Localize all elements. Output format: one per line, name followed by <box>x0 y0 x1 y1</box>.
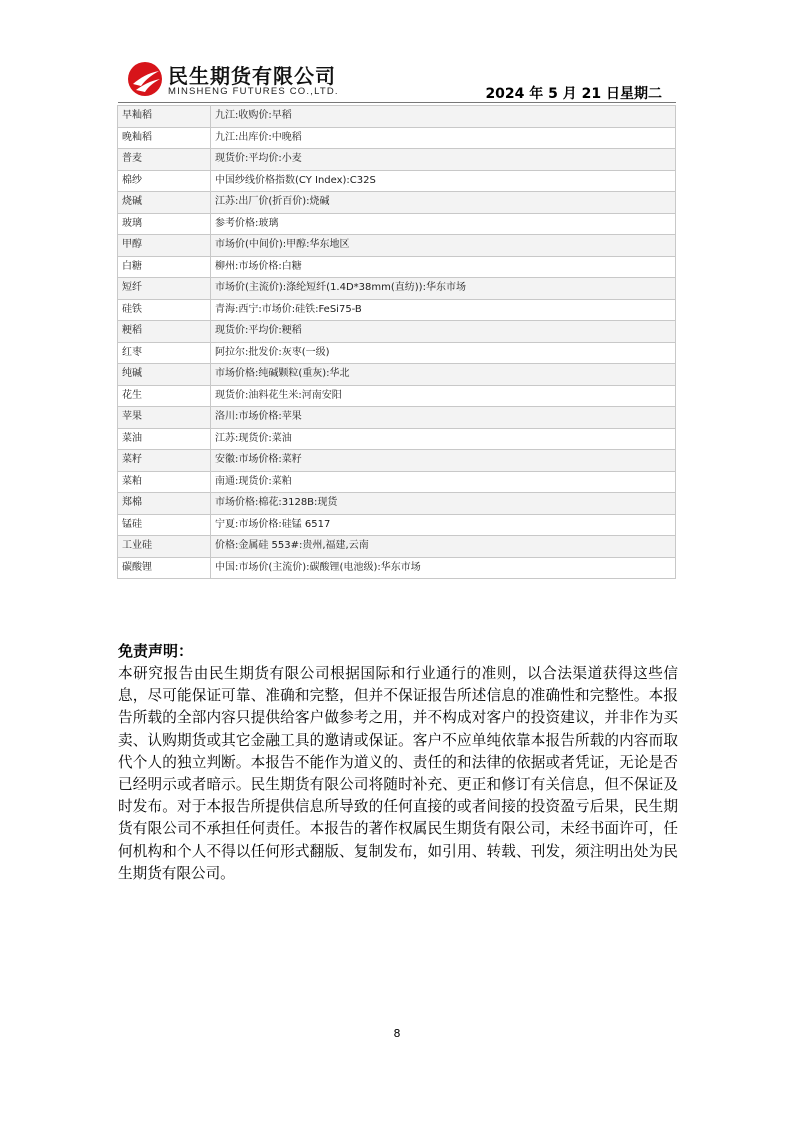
commodity-name-cell: 锰硅 <box>118 514 211 536</box>
logo-english-name: MINSHENG FUTURES CO.,LTD. <box>168 86 339 97</box>
table-row <box>118 407 676 429</box>
company-logo <box>126 58 386 100</box>
price-source-cell: 现货价:平均价:小麦 <box>211 149 676 171</box>
commodity-name-cell: 硅铁 <box>118 299 211 321</box>
table-row <box>118 235 676 257</box>
table-row <box>118 213 676 235</box>
price-source-cell: 现货价:油料花生米:河南安阳 <box>211 385 676 407</box>
table-row <box>118 536 676 558</box>
commodity-name-cell: 花生 <box>118 385 211 407</box>
table-row <box>118 192 676 214</box>
price-source-cell: 市场价(主流价):涤纶短纤(1.4D*38mm(直纺)):华东市场 <box>211 278 676 300</box>
page-header <box>118 56 676 103</box>
price-source-cell: 现货价:平均价:粳稻 <box>211 321 676 343</box>
price-source-cell: 市场价格:棉花:3128B:现货 <box>211 493 676 515</box>
price-source-cell: 安徽:市场价格:菜籽 <box>211 450 676 472</box>
table-row <box>118 471 676 493</box>
price-source-cell: 中国:市场价(主流价):碳酸锂(电池级):华东市场 <box>211 557 676 579</box>
disclaimer-title: 免责声明： <box>118 642 194 660</box>
price-source-cell: 市场价(中间价):甲醇:华东地区 <box>211 235 676 257</box>
table-row <box>118 364 676 386</box>
table-row <box>118 428 676 450</box>
commodity-name-cell: 早籼稻 <box>118 106 211 128</box>
table-row <box>118 149 676 171</box>
table-row <box>118 321 676 343</box>
commodity-name-cell: 红枣 <box>118 342 211 364</box>
commodity-price-source-table <box>117 105 676 579</box>
price-source-cell: 青海:西宁:市场价:硅铁:FeSi75-B <box>211 299 676 321</box>
page-number: 8 <box>393 1027 401 1040</box>
commodity-name-cell: 短纤 <box>118 278 211 300</box>
commodity-name-cell: 菜粕 <box>118 471 211 493</box>
table-row <box>118 450 676 472</box>
table-row <box>118 342 676 364</box>
logo-mark-icon <box>126 60 164 98</box>
commodity-name-cell: 棉纱 <box>118 170 211 192</box>
commodity-name-cell: 苹果 <box>118 407 211 429</box>
disclaimer-section <box>118 640 678 885</box>
price-source-cell: 阿拉尔:批发价:灰枣(一级) <box>211 342 676 364</box>
commodity-name-cell: 玻璃 <box>118 213 211 235</box>
price-source-cell: 南通:现货价:菜粕 <box>211 471 676 493</box>
commodity-name-cell: 菜籽 <box>118 450 211 472</box>
price-source-cell: 江苏:出厂价(折百价):烧碱 <box>211 192 676 214</box>
commodity-name-cell: 晚籼稻 <box>118 127 211 149</box>
table-row <box>118 299 676 321</box>
table-body <box>118 106 676 579</box>
table-row <box>118 493 676 515</box>
price-source-cell: 价格:金属硅 553#:贵州,福建,云南 <box>211 536 676 558</box>
table-row <box>118 514 676 536</box>
commodity-name-cell: 普麦 <box>118 149 211 171</box>
price-source-cell: 江苏:现货价:菜油 <box>211 428 676 450</box>
report-date: 2024 年 5 月 21 日星期二 <box>485 86 662 102</box>
table-row <box>118 278 676 300</box>
table-row <box>118 106 676 128</box>
table-row <box>118 385 676 407</box>
commodity-name-cell: 郑棉 <box>118 493 211 515</box>
table-row <box>118 256 676 278</box>
commodity-name-cell: 纯碱 <box>118 364 211 386</box>
commodity-name-cell: 甲醇 <box>118 235 211 257</box>
price-source-cell: 洛川:市场价格:苹果 <box>211 407 676 429</box>
table-row <box>118 127 676 149</box>
price-source-cell: 市场价格:纯碱颗粒(重灰):华北 <box>211 364 676 386</box>
disclaimer-body: 本研究报告由民生期货有限公司根据国际和行业通行的准则，以合法渠道获得这些信息，尽可能保证可靠、准确和完整，但并不保证报告所述信息的准确性和完整性。本报告所载的全部内容只提供给客户做参考之用，并不构成对客户的投资建议，并非作为买卖、认购期货或其它金融工具的邀请或保证。客户不应单纯依靠本报告所载的内容而取代个人的独立判断。本报告不能作为道义的、责任的和法律的依据或者凭证，无论是否已经明示或者暗示。民生期货有限公司将随时补充、更正和修订有关信息，但不保证及时发布。对于本报告所提供信息所导致的任何直接的或者间接的投资盈亏后果，民生期货有限公司不承担任何责任。本报告的著作权属民生期货有限公司，未经书面许可，任何机构和个人不得以任何形式翻版、复制发布，如引用、转载、刊发，须注明出处为民生期货有限公司。 <box>118 665 678 882</box>
commodity-name-cell: 工业硅 <box>118 536 211 558</box>
table-row <box>118 170 676 192</box>
commodity-name-cell: 烧碱 <box>118 192 211 214</box>
commodity-name-cell: 粳稻 <box>118 321 211 343</box>
logo-chinese-name: 民生期货有限公司 <box>168 64 336 88</box>
price-source-cell: 宁夏:市场价格:硅锰 6517 <box>211 514 676 536</box>
price-source-cell: 九江:出库价:中晚稻 <box>211 127 676 149</box>
commodity-name-cell: 碳酸锂 <box>118 557 211 579</box>
commodity-name-cell: 白糖 <box>118 256 211 278</box>
price-source-cell: 参考价格:玻璃 <box>211 213 676 235</box>
commodity-name-cell: 菜油 <box>118 428 211 450</box>
table-row <box>118 557 676 579</box>
price-source-cell: 九江:收购价:早稻 <box>211 106 676 128</box>
price-source-cell: 中国纱线价格指数(CY Index):C32S <box>211 170 676 192</box>
price-source-cell: 柳州:市场价格:白糖 <box>211 256 676 278</box>
